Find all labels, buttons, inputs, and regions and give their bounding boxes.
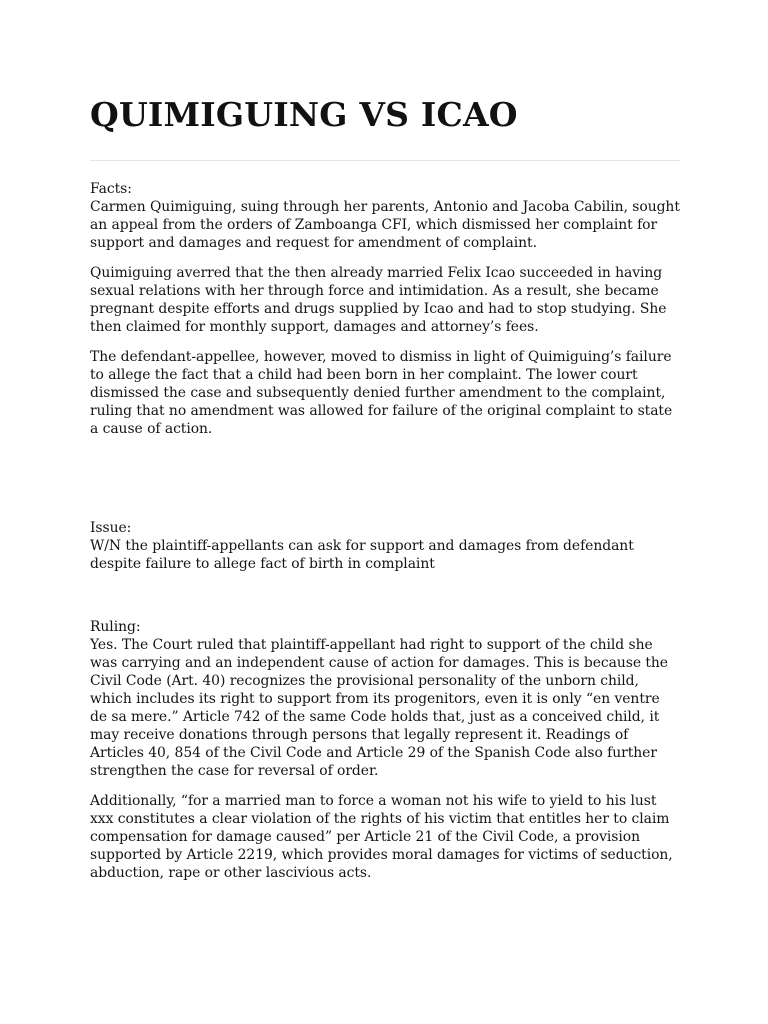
issue-heading: Issue: bbox=[90, 520, 132, 536]
ruling-section bbox=[90, 618, 680, 882]
issue-section bbox=[90, 519, 680, 573]
ruling-text-1: Yes. The Court ruled that plaintiff-appellant had right to support of the child she was carrying and an independent cause of action for damages. This is because the Civil Code (Art. 40) recognizes the provisional personality of the unborn child, which includes its right to support from its progenitors, even it is only “en ventre de sa mere.” Article 742 of the same Code holds that, just as a conceived child, it may receive donations through persons that legally represent it. Readings of Articles 40, 854 of the Civil Code and Article 29 of the Spanish Code also further strengthen the case for reversal of order. bbox=[90, 637, 668, 779]
facts-text-1: Carmen Quimiguing, suing through her parents, Antonio and Jacoba Cabilin, sought an appeal from the orders of Zamboanga CFI, which dismissed her complaint for support and damages and request for amendment of complaint. bbox=[90, 199, 680, 251]
title-divider bbox=[90, 160, 680, 161]
facts-paragraph-1 bbox=[90, 180, 680, 252]
ruling-heading: Ruling: bbox=[90, 619, 141, 635]
facts-paragraph-2: Quimiguing averred that the then already married Felix Icao succeeded in having sexual relations with her through force and intimidation. As a result, she became pregnant despite efforts and drugs supplied by Icao and had to stop studying. She then claimed for monthly support, damages and attorney’s fees. bbox=[90, 265, 667, 335]
facts-section bbox=[90, 180, 680, 438]
facts-paragraph-3: The defendant-appellee, however, moved to dismiss in light of Quimiguing’s failure to allege the fact that a child had been born in her complaint. The lower court dismissed the case and subsequently denied further amendment to the complaint, ruling that no amendment was allowed for failure of the original complaint to state a cause of action. bbox=[90, 349, 673, 437]
document-title: QUIMIGUING VS ICAO bbox=[90, 95, 518, 134]
ruling-paragraph-2: Additionally, “for a married man to force a woman not his wife to yield to his lust xxx constitutes a clear violation of the rights of his victim that entitles her to claim compensation for damage caused” per Article 21 of the Civil Code, a provision supported by Article 2219, which provides moral damages for victims of seduction, abduction, rape or other lascivious acts. bbox=[90, 793, 673, 881]
ruling-paragraph-1 bbox=[90, 618, 680, 780]
issue-paragraph-1 bbox=[90, 519, 680, 573]
issue-text-1: W/N the plaintiff-appellants can ask for support and damages from defendant despite failure to allege fact of birth in complaint bbox=[90, 538, 634, 572]
facts-heading: Facts: bbox=[90, 181, 132, 197]
